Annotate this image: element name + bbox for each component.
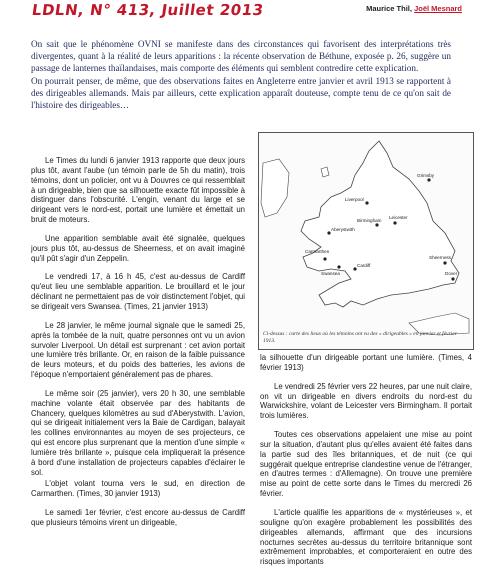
city-label: Liverpool — [345, 197, 364, 202]
city-label: Swansea — [321, 271, 340, 276]
city-label: Cardiff — [357, 263, 371, 268]
paragraph: Le vendredi 25 février vers 22 heures, par une nuit claire, on vit un dirigeable en divers endroits du nord-est du Warwickshire, volant de Leicester vers Birmingham. Il portait trois lumières. — [260, 381, 472, 421]
map-figure — [258, 132, 474, 350]
paragraph: Le 28 janvier, le même journal signale que le samedi 25, après la tombée de la nuit, quatre personnes ont vu un avion survoler Liverpool. Un détail est surprenant : cet avion portait une lumière très brillante. Or, en raison de la faible puissance de leurs moteurs, et du poids des batteries, les avions de l'époque n'emportaient généralement pas de phares. — [31, 320, 245, 380]
paragraph: Une apparition semblable avait été signalée, quelques jours plus tôt, au-dessus de Sheerness, et on avait imaginé qu'il pût s'agir d'un Zeppelin. — [31, 233, 245, 263]
coastline — [301, 141, 459, 307]
map-caption: Ci-dessus : carte des lieux où les témoins ont vu des « dirigeables » en janvier et février 1913. — [263, 331, 457, 344]
isle-of-man — [321, 167, 329, 177]
city-label: Grimsby — [417, 173, 435, 178]
city-label: Carmarthen — [305, 249, 330, 254]
article-authors — [366, 4, 462, 13]
city-label: Birmingham — [357, 218, 382, 223]
handwritten-source-note: LDLN, N° 413, Juillet 2013 — [30, 1, 265, 19]
intro-paragraph-2: On pourrait penser, de même, que des observations faites en Angleterre entre janvier et avril 1913 se rapportent à des dirigeables allemands. Mais par ailleurs, cette explication apparaît douteuse, compte tenu de ce qu'on sait de l'histoire des dirigeables… — [31, 75, 451, 111]
city-label: Leicester — [389, 215, 408, 220]
ireland-edge — [261, 159, 289, 217]
paragraph: L'objet volant tourna vers le sud, en direction de Carmarthen. (Times, 30 janvier 1913) — [31, 479, 245, 499]
intro-paragraph-1: On sait que le phénomène OVNI se manifeste dans des circonstances qui favorisent des interprétations très divergentes, quant à la réalité de leurs apparitions : la récente observation de Béthune, exposée p. 26, suggère un passage de lanternes thaïlandaises, mais comporte des éléments qui semblent contredire cette explication. — [31, 39, 451, 74]
paragraph: la silhouette d'un dirigeable portant une lumière. (Times, 4 février 1913) — [260, 353, 472, 372]
right-column — [260, 353, 472, 576]
paragraph: L'article qualifie les apparitions de « mystérieuses », et souligne qu'on exagère probablement les possibilités des dirigeables allemands, affirmant que des incursions nocturnes secrètes au-dessus du territoire britannique sont extrêmement improbables, et comporteraient en outre des risques importants — [260, 507, 472, 567]
city-label: Dover — [445, 271, 458, 276]
article-intro — [31, 38, 451, 111]
city-label: Sheerness — [429, 255, 451, 260]
britain-map — [259, 133, 473, 349]
paragraph: Le samedi 1er février, c'est encore au-dessus de Cardiff que plusieurs témoins virent un dirigeable, — [31, 508, 245, 527]
paragraph: Le Times du lundi 6 janvier 1913 rapporte que deux jours plus tôt, avant l'aube (un témoin parle de 5h du matin), trois témoins, dont un policier, ont vu à Douvres ce qui ressemblait à un dirigeable, bien que sa silhouette exacte fût impossible à distinguer dans l'obscurité. L'engin, venant du large et se dirigeant vers le nord-est, portait une lumière et émettait un bruit de moteurs. — [31, 156, 245, 225]
paragraph: Toutes ces observations appelaient une mise au point sur la situation, d'autant plus qu'elles avaient été faites dans la partie sud des îles britanniques, et de nuit (ce qui suggérait quelque entreprise clandestine venue de l'étranger, en d'autres termes : d'Allemagne). On trouve une première mise au point de cette sorte dans le Times du mercredi 26 février. — [260, 430, 472, 499]
left-column — [31, 156, 245, 537]
author-name: Maurice Thil, — [366, 4, 415, 13]
paragraph: Le vendredi 17, à 16 h 45, c'est au-dessus de Cardiff qu'eut lieu une semblable apparition. Le brouillard et le jour déclinant ne permettaient pas de voir distinctement l'objet, qui se dirigeait vers Swansea. (Times, 21 janvier 1913) — [31, 272, 245, 311]
author-name-highlighted: Joël Mesnard — [414, 4, 462, 13]
paragraph: Le même soir (25 janvier), vers 20 h 30, une semblable machine volante était observée par des habitants de Chancery, quelques kilomètres au sud d'Aberystwith. L'avion, qui se dirigeait initialement vers la Baie de Cardigan, balayait les collines environnantes au moyen de ses projecteurs, ce qui est encore plus surprenant que la mention d'une simple « lumière très brillante », puisque cela impliquerait la présence à bord d'une installation de projecteurs capables d'éclairer le sol. — [31, 388, 245, 477]
city-label: Aberystwith — [331, 227, 355, 232]
